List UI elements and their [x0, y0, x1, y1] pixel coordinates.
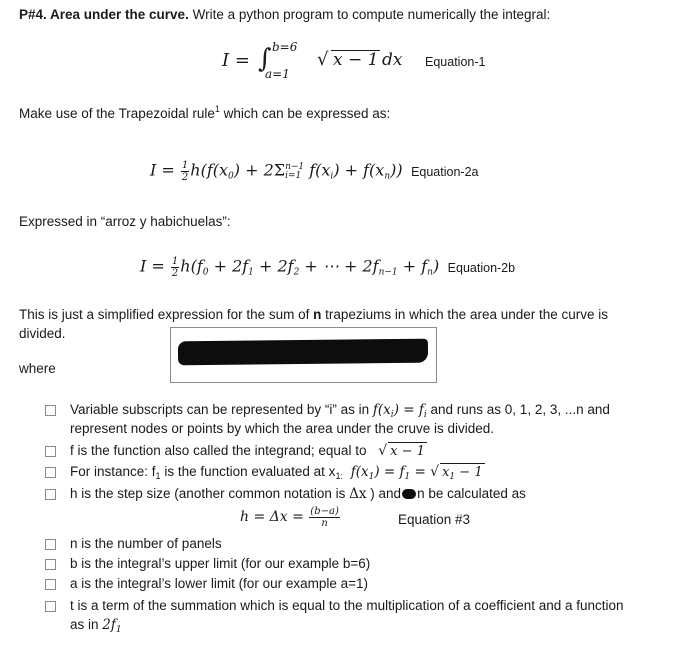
eq2b-p3: + ⋯ + 2f: [299, 256, 379, 276]
trapezoid-intro-text: Make use of the Trapezoidal rule: [19, 106, 215, 121]
bullet-2-text: f is the function also called the integrand; equal to: [70, 443, 371, 458]
eq2a-subn: n: [384, 171, 391, 182]
bullet-3: [70, 463, 485, 486]
bullet-3-text: For instance: f: [70, 464, 156, 479]
simplified-text-a: This is just a simplified expression for the sum of: [19, 307, 314, 322]
simplified-text-c: trapeziums in which the area under the curve is: [321, 307, 609, 322]
bullet-1-line-2: represent nodes or points by which the area under the cruve is divided.: [70, 421, 494, 436]
bullet-6: b is the integral’s upper limit (for our example b=6): [70, 556, 371, 571]
bullet-3-math: f(x: [350, 464, 369, 480]
eq3-lhs: h = Δx =: [240, 509, 309, 526]
integral-upper-limit: b=6: [272, 40, 298, 54]
bullet-checkbox-8: [45, 601, 56, 612]
bullet-4-text-a: h is the step size (another common notation is: [70, 486, 350, 501]
bullet-2: [70, 442, 427, 461]
bullet-checkbox-5: [45, 539, 56, 550]
problem-heading: [19, 6, 550, 24]
eq2a-part3: f(x: [304, 160, 331, 180]
bullet-3-math-sub: 1: [368, 472, 375, 482]
eq2b-s2: 2: [293, 267, 300, 278]
bullet-3-text2: is the function evaluated at x: [160, 464, 336, 479]
eq2b-lhs: I =: [140, 256, 170, 276]
bullet-3-sub2: 1:: [335, 471, 343, 481]
bullet-4: [70, 485, 526, 503]
bullet-7: a is the integral’s lower limit (for our example a=1): [70, 576, 369, 591]
eq1-dx: dx: [382, 50, 403, 70]
eq2a-label: Equation-2a: [411, 164, 479, 179]
redaction-blob: [402, 489, 416, 499]
bullet-3-math-sub2: 1: [404, 472, 411, 482]
bullet-1-math: f(x: [372, 402, 391, 418]
eq2a-part4: ) + f(x: [333, 160, 385, 180]
bullet-checkbox-3: [45, 467, 56, 478]
eq2a-subi: i: [330, 171, 334, 182]
bullet-checkbox-7: [45, 579, 56, 590]
eq2b-p1: + 2f: [208, 256, 249, 276]
eq3-fraction: [309, 506, 340, 529]
problem-label: P#4. Area under the curve.: [19, 7, 189, 22]
eq3-den: n: [321, 518, 328, 529]
bullet-3-sqrt-rest: − 1: [455, 465, 483, 480]
bullet-4-text-b: ) and: [366, 486, 402, 501]
simplified-line-2: divided.: [19, 326, 66, 341]
problem-text: Write a python program to compute numerically the integral:: [188, 7, 551, 22]
simplified-n: n: [313, 307, 322, 322]
equation-2a: [150, 160, 478, 183]
bullet-1-text-c: and runs as 0, 1, 2, 3, ...n and: [426, 402, 610, 417]
footnote-marker: 1: [214, 104, 220, 114]
bullet-4-delta: Δx: [349, 486, 367, 502]
integral-sign: ∫: [258, 44, 272, 74]
bullet-5: n is the number of panels: [70, 536, 222, 551]
eq2b-half-den: 2: [171, 268, 179, 279]
sigma-sign: Σ: [273, 160, 286, 180]
bullet-3-sqrt-sub: 1: [449, 472, 456, 482]
eq2b-half: [171, 256, 179, 279]
bullet-3-sqrt: [440, 463, 485, 486]
trapezoid-intro: [19, 100, 390, 123]
bullet-1-math-b: ) = f: [393, 402, 424, 418]
redacted-box: [170, 327, 437, 383]
bullet-3-math3: =: [410, 464, 431, 480]
arroz-line: Expressed in “arroz y habichuelas”:: [19, 214, 231, 229]
bullet-3-sub: 1: [155, 471, 161, 481]
eq2b-s3: n−1: [378, 267, 398, 278]
eq2b-half-num: 1: [171, 256, 179, 267]
eq2b-p2: + 2f: [253, 256, 294, 276]
eq2b-body: h(f: [180, 256, 203, 276]
eq2a-half: [181, 160, 189, 183]
bullet-4-text-c: n be calculated as: [417, 486, 526, 501]
trapezoid-intro-suffix: which can be expressed as:: [219, 106, 391, 121]
bullet-1-text: Variable subscripts can be represented by “i” as in: [70, 402, 373, 417]
bullet-checkbox-2: [45, 446, 56, 457]
eq2b-label: Equation-2b: [447, 260, 516, 275]
bullet-1-sub2: i: [423, 410, 427, 420]
bullet-8-math: 2f: [102, 617, 116, 633]
bullet-8-text: as in: [70, 617, 103, 632]
eq3-num: (b−a): [310, 506, 339, 517]
eq2b-p4: + f: [397, 256, 428, 276]
bullet-3-sqrt-x: x: [442, 465, 450, 480]
bullet-8-sub: 1: [115, 625, 122, 635]
bullet-2-sqrt: x − 1: [390, 444, 425, 459]
sqrt-symbol: √: [317, 49, 329, 70]
bullet-checkbox-1: [45, 405, 56, 416]
eq2a-part1: h(f(x: [190, 160, 229, 180]
where-label: where: [19, 361, 56, 376]
bullet-1-sub: i: [390, 410, 394, 420]
integrand: x − 1: [333, 50, 379, 70]
bullet-checkbox-6: [45, 559, 56, 570]
eq2a-half-num: 1: [181, 160, 189, 171]
eq1-label: Equation-1: [425, 55, 486, 69]
equation-2b: [140, 256, 515, 279]
eq2a-sub0: 0: [228, 171, 234, 182]
simplified-line-1: [19, 306, 608, 324]
bullet-3-sqrt-symbol: √: [430, 464, 440, 480]
bullet-2-sqrt-symbol: √: [378, 443, 388, 459]
eq1-lhs: I =: [222, 50, 250, 71]
eq2a-half-den: 2: [181, 172, 189, 183]
sigma-upper: n−1: [285, 161, 305, 172]
sigma-lower: i=1: [285, 170, 302, 181]
equation-3: [240, 506, 341, 529]
sigma-limits: [285, 163, 304, 181]
bullet-8-line-2: [70, 616, 122, 639]
bullet-checkbox-4: [45, 489, 56, 500]
bullet-8-line-1: t is a term of the summation which is equal to the multiplication of a coefficient and a function: [70, 598, 624, 613]
redaction-mark: [178, 339, 428, 366]
eq3-label: Equation #3: [398, 512, 471, 527]
eq2b-s1: 1: [248, 267, 254, 278]
eq2a-part2: ) + 2: [233, 160, 274, 180]
integral-lower-limit: a=1: [265, 67, 290, 81]
eq2b-s0: 0: [202, 267, 209, 278]
eq2a-part5: )): [390, 160, 403, 180]
bullet-3-math2: ) = f: [374, 464, 405, 480]
eq2b-s4: n: [427, 267, 433, 278]
eq2a-lhs: I =: [150, 160, 180, 180]
eq2b-p5: ): [432, 256, 440, 276]
